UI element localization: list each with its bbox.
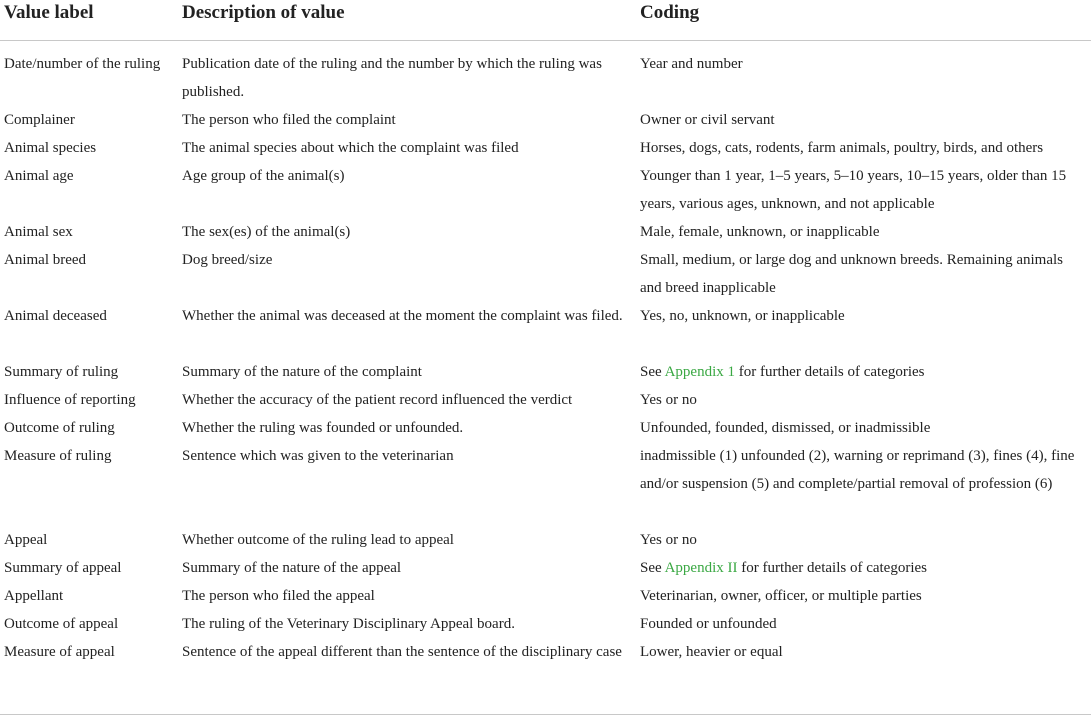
cell-label: Summary of ruling	[4, 364, 119, 380]
cell-label: Influence of reporting	[4, 392, 136, 408]
cell-description: Dog breed/size	[182, 252, 273, 268]
cell-description: The person who filed the complaint	[182, 112, 396, 128]
cell-description: The person who filed the appeal	[182, 588, 375, 604]
cell-coding	[640, 554, 1080, 582]
table-row	[0, 218, 1091, 246]
cell-description: Publication date of the ruling and the number by which the ruling was published.	[182, 56, 602, 100]
table-row	[0, 106, 1091, 134]
table-body	[0, 50, 1091, 694]
table-row	[0, 134, 1091, 162]
table-row	[0, 302, 1091, 358]
cell-description: Whether outcome of the ruling lead to appeal	[182, 532, 454, 548]
cell-label: Appellant	[4, 588, 64, 604]
cell-coding: Unfounded, founded, dismissed, or inadmissible	[640, 420, 931, 436]
cell-coding	[640, 358, 1080, 386]
table-row	[0, 610, 1091, 638]
header-coding: Coding	[640, 2, 700, 23]
cell-coding: Veterinarian, owner, officer, or multiple parties	[640, 588, 922, 604]
cell-label: Measure of appeal	[4, 644, 115, 660]
cell-coding: Younger than 1 year, 1–5 years, 5–10 years, 10–15 years, older than 15 years, various ages, unknown, and not applicable	[640, 168, 1067, 212]
cell-coding: inadmissible (1) unfounded (2), warning or reprimand (3), fines (4), fine and/or suspension (5) and complete/partial removal of profession (6)	[640, 448, 1075, 492]
table-row	[0, 442, 1091, 526]
cell-description: Sentence which was given to the veterinarian	[182, 448, 454, 464]
cell-coding: Male, female, unknown, or inapplicable	[640, 224, 880, 240]
table-row	[0, 554, 1091, 582]
table-row	[0, 386, 1091, 414]
cell-label: Animal age	[4, 168, 74, 184]
cell-description: Summary of the nature of the appeal	[182, 560, 402, 576]
cell-coding: Year and number	[640, 56, 743, 72]
table-bottom-rule	[0, 714, 1091, 715]
cell-label: Date/number of the ruling	[4, 56, 161, 72]
appendix-2-link[interactable]: Appendix II	[664, 560, 738, 576]
cell-description: Whether the animal was deceased at the moment the complaint was filed.	[182, 308, 623, 324]
coding-prefix: See	[640, 364, 665, 380]
cell-coding: Yes or no	[640, 532, 697, 548]
table-row	[0, 526, 1091, 554]
table-header	[0, 0, 1091, 41]
coding-suffix: for further details of categories	[735, 364, 925, 380]
table-row	[0, 246, 1091, 302]
cell-coding: Owner or civil servant	[640, 112, 775, 128]
cell-coding: Founded or unfounded	[640, 616, 777, 632]
table-row	[0, 358, 1091, 386]
table-row	[0, 162, 1091, 218]
cell-description: Whether the accuracy of the patient record influenced the verdict	[182, 392, 573, 408]
coding-suffix: for further details of categories	[737, 560, 927, 576]
coding-prefix: See	[640, 560, 665, 576]
cell-label: Complainer	[4, 112, 75, 128]
table-row	[0, 414, 1091, 442]
cell-description: The animal species about which the complaint was filed	[182, 140, 519, 156]
cell-coding: Yes, no, unknown, or inapplicable	[640, 308, 845, 324]
table-row	[0, 50, 1091, 106]
cell-description: The ruling of the Veterinary Disciplinary Appeal board.	[182, 616, 515, 632]
cell-description: Age group of the animal(s)	[182, 168, 345, 184]
cell-label: Animal breed	[4, 252, 87, 268]
table-row	[0, 582, 1091, 610]
header-description: Description of value	[182, 2, 345, 23]
cell-description: Sentence of the appeal different than the sentence of the disciplinary case	[182, 644, 622, 660]
cell-label: Measure of ruling	[4, 448, 112, 464]
cell-label: Outcome of appeal	[4, 616, 119, 632]
cell-description: The sex(es) of the animal(s)	[182, 224, 351, 240]
cell-description: Whether the ruling was founded or unfounded.	[182, 420, 464, 436]
cell-description: Summary of the nature of the complaint	[182, 364, 422, 380]
cell-coding: Yes or no	[640, 392, 697, 408]
cell-coding: Small, medium, or large dog and unknown breeds. Remaining animals and breed inapplicable	[640, 252, 1063, 296]
cell-label: Appeal	[4, 532, 48, 548]
table-row	[0, 638, 1091, 694]
cell-label: Animal species	[4, 140, 97, 156]
cell-label: Animal sex	[4, 224, 73, 240]
appendix-1-link[interactable]: Appendix 1	[664, 364, 736, 380]
cell-label: Animal deceased	[4, 308, 107, 324]
cell-coding: Horses, dogs, cats, rodents, farm animals, poultry, birds, and others	[640, 140, 1044, 156]
cell-coding: Lower, heavier or equal	[640, 644, 783, 660]
header-value-label: Value label	[4, 2, 94, 23]
cell-label: Outcome of ruling	[4, 420, 115, 436]
cell-label: Summary of appeal	[4, 560, 122, 576]
